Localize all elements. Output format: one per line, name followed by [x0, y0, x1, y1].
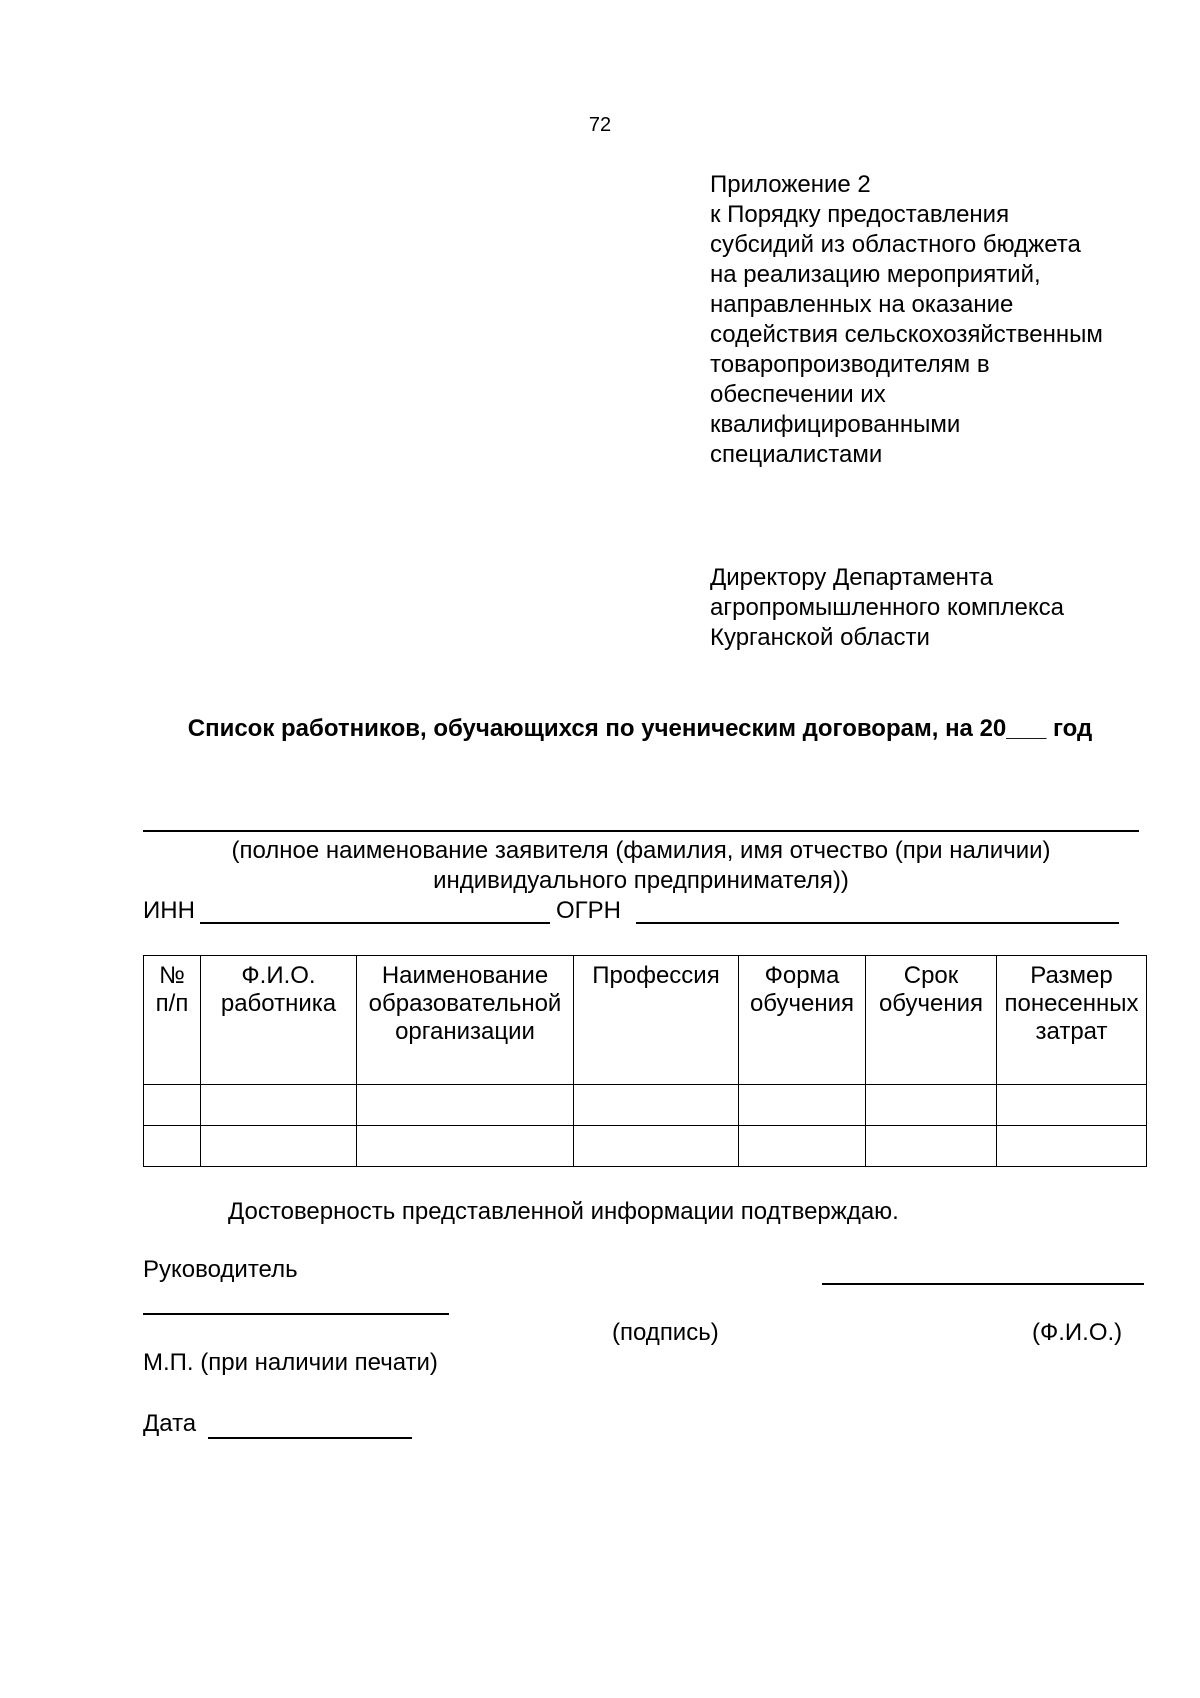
table-cell[interactable] — [574, 1085, 739, 1126]
addressee-line: Директору Департамента — [710, 564, 993, 591]
seal-label: М.П. (при наличии печати) — [143, 1349, 438, 1376]
table-cell[interactable] — [997, 1085, 1147, 1126]
table-cell[interactable] — [357, 1085, 574, 1126]
table-cell[interactable] — [866, 1085, 997, 1126]
addressee-line: Курганской области — [710, 624, 930, 651]
appendix-line: обеспечении их — [710, 381, 886, 408]
appendix-line: к Порядку предоставления — [710, 201, 1010, 228]
applicant-caption-line: (полное наименование заявителя (фамилия, имя отчество (при наличии) — [231, 837, 1051, 864]
name-caption: (Ф.И.О.) — [1032, 1319, 1123, 1346]
table-row — [144, 1085, 1147, 1126]
inn-label: ИНН — [143, 897, 195, 924]
signature-field-line[interactable] — [143, 1313, 449, 1315]
document-title: Список работников, обучающихся по ученическим договорам, на 20___ год — [187, 715, 1093, 742]
appendix-line: товаропроизводителям в — [710, 351, 990, 378]
appendix-line: содействия сельскохозяйственным — [710, 321, 1103, 348]
signature-caption: (подпись) — [612, 1319, 719, 1346]
table-cell[interactable] — [201, 1126, 357, 1167]
head-label: Руководитель — [143, 1256, 298, 1283]
header-organization: Наименование образовательной организации — [357, 956, 574, 1085]
ogrn-field-line[interactable] — [636, 922, 1119, 924]
applicant-caption-line: индивидуального предпринимателя)) — [433, 867, 849, 894]
header-worker-name: Ф.И.О. работника — [201, 956, 357, 1085]
table-row — [144, 1126, 1147, 1167]
name-field-line[interactable] — [822, 1283, 1144, 1285]
table-cell[interactable] — [144, 1126, 201, 1167]
table-cell[interactable] — [201, 1085, 357, 1126]
table-cell[interactable] — [997, 1126, 1147, 1167]
appendix-line: на реализацию мероприятий, — [710, 261, 1041, 288]
appendix-line: направленных на оказание — [710, 291, 1014, 318]
table-cell[interactable] — [357, 1126, 574, 1167]
confirmation-text: Достоверность представленной информации подтверждаю. — [228, 1198, 899, 1225]
header-study-term: Срок обучения — [866, 956, 997, 1085]
table-cell[interactable] — [739, 1085, 866, 1126]
applicant-caption — [143, 836, 1139, 896]
appendix-line: квалифицированными — [710, 411, 961, 438]
table-cell[interactable] — [574, 1126, 739, 1167]
header-study-form: Форма обучения — [739, 956, 866, 1085]
date-label: Дата — [143, 1410, 197, 1437]
addressee-block — [710, 563, 1170, 653]
table-cell[interactable] — [866, 1126, 997, 1167]
inn-field-line[interactable] — [200, 922, 550, 924]
table-header-row — [144, 956, 1147, 1085]
appendix-line: специалистами — [710, 441, 883, 468]
header-number: № п/п — [144, 956, 201, 1085]
table-cell[interactable] — [739, 1126, 866, 1167]
header-costs: Размер понесенных затрат — [997, 956, 1147, 1085]
appendix-line: Приложение 2 — [710, 171, 871, 198]
addressee-line: агропромышленного комплекса — [710, 594, 1065, 621]
ogrn-label: ОГРН — [556, 897, 622, 924]
applicant-name-line[interactable] — [143, 830, 1139, 832]
table-cell[interactable] — [144, 1085, 201, 1126]
appendix-block — [710, 170, 1170, 470]
header-profession: Профессия — [574, 956, 739, 1085]
date-field-line[interactable] — [208, 1437, 412, 1439]
workers-table — [143, 955, 1147, 1167]
page-number: 72 — [588, 114, 612, 136]
appendix-line: субсидий из областного бюджета — [710, 231, 1081, 258]
